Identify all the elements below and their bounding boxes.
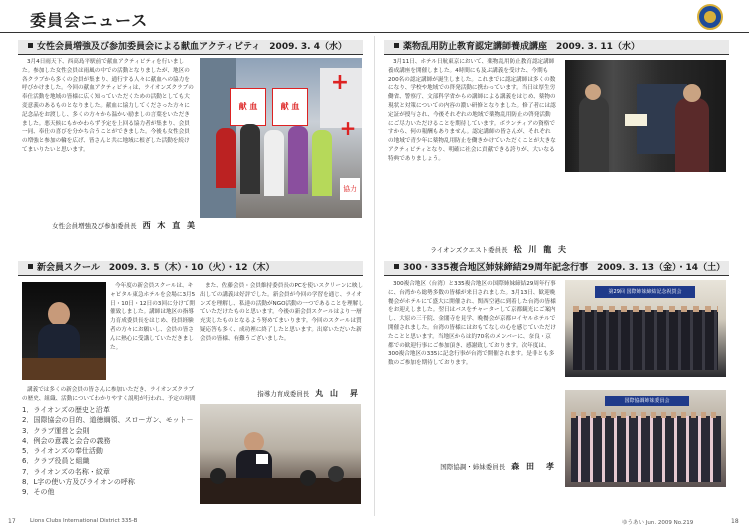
signature-role: ライオンズクエスト委員長 <box>430 246 508 254</box>
article-signature <box>420 244 568 255</box>
banner-right: 献 血 <box>272 88 308 126</box>
article-signature <box>22 220 197 231</box>
anniversary-group-photo <box>565 280 726 377</box>
section-new-member-school <box>18 261 363 276</box>
anniversary-group-photo-2 <box>565 390 726 487</box>
signature-role: 国際協調・姉妹委員長 <box>440 463 506 471</box>
list-item: 5．ライオンズの奉仕活動 <box>22 447 103 456</box>
page-title: 委員会ニュース <box>30 11 149 30</box>
header-divider <box>0 32 749 33</box>
event-banner: 国際協調姉妹委員会 <box>605 396 689 406</box>
article-body: 3月11日、ホテル日航東京において、薬物乱用防止教育認定講師養成講座を開催しました。4時間にも及ぶ講義を受けた、今期も200名の認定講師が誕生しました。これまでに認定講師は多くの数になり、学校や地域での啓発活動に携わっています。当日は厚生労働省、警察庁、文部科学省からの講師による講義をはじめ、薬物の現状と対策についての内容の濃い研修となりました。修了者には認定証が授与され、今後それぞれの地域で薬物乱用防止の啓発活動にご尽力いただけることを期待しています。ボランティアの資格ですから、何の報酬もありません。認定講師の皆さんが、それぞれの地域で青少年に薬物乱用防止を働きかけていただくことが大きなアクティビティとなり、明確に社会に貢献できる誇りが、大いなる特典でありましょう。 <box>388 59 556 162</box>
section-heading: 新会員スクール 2009. 3. 5（木）・10（火）・12（木） <box>37 263 275 273</box>
sign-board: 協力 <box>340 178 360 200</box>
list-item: 1．ライオンズの歴史と沿革 <box>22 406 110 414</box>
article-body-intro: 今年度の新会員スクールは、キャピタル東急ホテルを会場に3月5日・10日・12日の3回に分けて開催致しました。講師は地区の指導力育成委員長をはじめ、役員経験者の方々にお願いし、会員の皆さんに熱心に受講していただきました。 <box>110 283 196 351</box>
signature-name: 丸 山 昇 <box>315 389 360 398</box>
red-cross-icon: + <box>330 70 350 95</box>
signature-role: 女性会員増強及び参加委員長 <box>52 222 137 230</box>
list-item: 7．ライオンズの名称・紋章 <box>22 467 110 476</box>
article-body-col2: また、佐藤会員・会員維持委員長のPCを使いスクリーンに映し出しての講義は好評でした。新会員が今回の学習を通じ、ライオンズを理解し、私達の活動がNGO活動の一つであることを理解していただけたものと思います。今後の新会員スクールはより一層充実したものとなるよう努めてまいります。今回のスクールは質疑応答も多く、成功裡に終了したと思います。出席いただいた新会員の皆様、有難うございました。 <box>200 283 364 342</box>
section-heading: 300・335複合地区姉妹締結29周年記念行事 2009. 3. 13（金）・14（土） <box>403 263 726 273</box>
page-number-left: 17 <box>8 518 16 525</box>
list-item: 3．クラブ運営と会則 <box>22 426 90 435</box>
lions-emblem-icon <box>697 4 723 30</box>
article-signature <box>200 388 360 399</box>
lecture-photo <box>200 404 361 504</box>
list-item: 9．その他 <box>22 488 55 497</box>
list-item: 6．クラブ役員と組織 <box>22 457 90 466</box>
page-gutter <box>374 36 375 516</box>
list-item: 2．国際協会の目的、道徳綱領、スローガン、モット－ <box>22 416 194 425</box>
section-sister-district <box>384 261 729 276</box>
certificate-ceremony-photo <box>565 60 726 172</box>
section-heading: 女性会員増強及び参加委員会による献血アクティビティ 2009. 3. 4（水） <box>37 42 347 52</box>
article-signature <box>400 461 556 472</box>
page-number-right: 18 <box>731 518 739 525</box>
banner-left: 献 血 <box>230 88 266 126</box>
curriculum-list <box>22 405 198 498</box>
footer-issue: ゆうあい Jun. 2009 No.219 <box>622 520 694 526</box>
signature-name: 森 田 孝 <box>511 462 556 471</box>
list-item: 8．L字の使い方及びライオンの呼称 <box>22 478 135 487</box>
section-drug-prevention <box>384 40 729 55</box>
list-item: 4．例会の意義と会合の義務 <box>22 436 111 445</box>
section-blood-donation <box>18 40 363 55</box>
speaker-photo <box>22 282 106 380</box>
event-banner: 第29回 国際姉妹締結記念祝賀会 <box>595 286 695 298</box>
footer-publication: Lions Clubs International District 335-B <box>30 518 138 524</box>
signature-name: 松 川 龍 夫 <box>513 245 568 254</box>
signature-name: 西 木 直 美 <box>142 221 197 230</box>
signature-role: 指導力育成委員長 <box>257 390 310 398</box>
article-body: 講義では多くの新会員の皆さんに参加いただき、ライオンズクラブの歴史、組織、活動についてわかりやすく説明が行われ、予定の時間 <box>22 387 196 402</box>
blood-donation-photo: + + 献 血 献 血 協力 <box>200 58 362 218</box>
section-heading: 薬物乱用防止教育認定講師養成講座 2009. 3. 11（水） <box>403 42 640 52</box>
article-body: 300複合地区（台湾）と335複合地区の国際姉妹締結29周年行事に、台湾から総勢多数の皆様が来日されました。3月13日、歓迎晩餐会がホテルにて盛大に開催され、関西空港に到着した台湾の皆様をお迎えしました。翌日はバスをチャーターして京都観光にご案内し、大原の三千院、金閣寺を見学、晩餐会が京都ロイヤルホテルで開催されました。台湾の皆様にはおもてなしの心を感じていただけたことと思います。当地区からは約70名のメンバーに、奈良・京都での歓迎行事にご参加頂き、感謝致しております。次年度は、300複合地区の335に記念行事が台湾で開催されます。是非とも多数のご参加を期待しております。 <box>388 281 556 367</box>
article-body: 3月4日雨天下、西高島平駅前で献血アクティビティを行いました。参加した女性会員は雨風の中での活動となりましたが、地区の各クラブから多くの会員が集まり、通行する人々に献血への協力を呼びかけました。今回の献血アクティビティは、ライオンズクラブの奉仕活動を地域の皆様に広く知っていただくための活動としても大変意義のあるものとなりました。献血に協力してくださった方々に記念品をお渡しし、多くの方々から温かい励ましの言葉をいただきました。悪天候にもかかわらず予定を上回る協力者が集まり、会員一同、奉仕の喜びを分かち合うことができました。今後も女性会員の増強と参加の輪を広げ、皆さんと共に地域に根ざした活動を続けてまいりたいと思います。 <box>22 59 194 153</box>
